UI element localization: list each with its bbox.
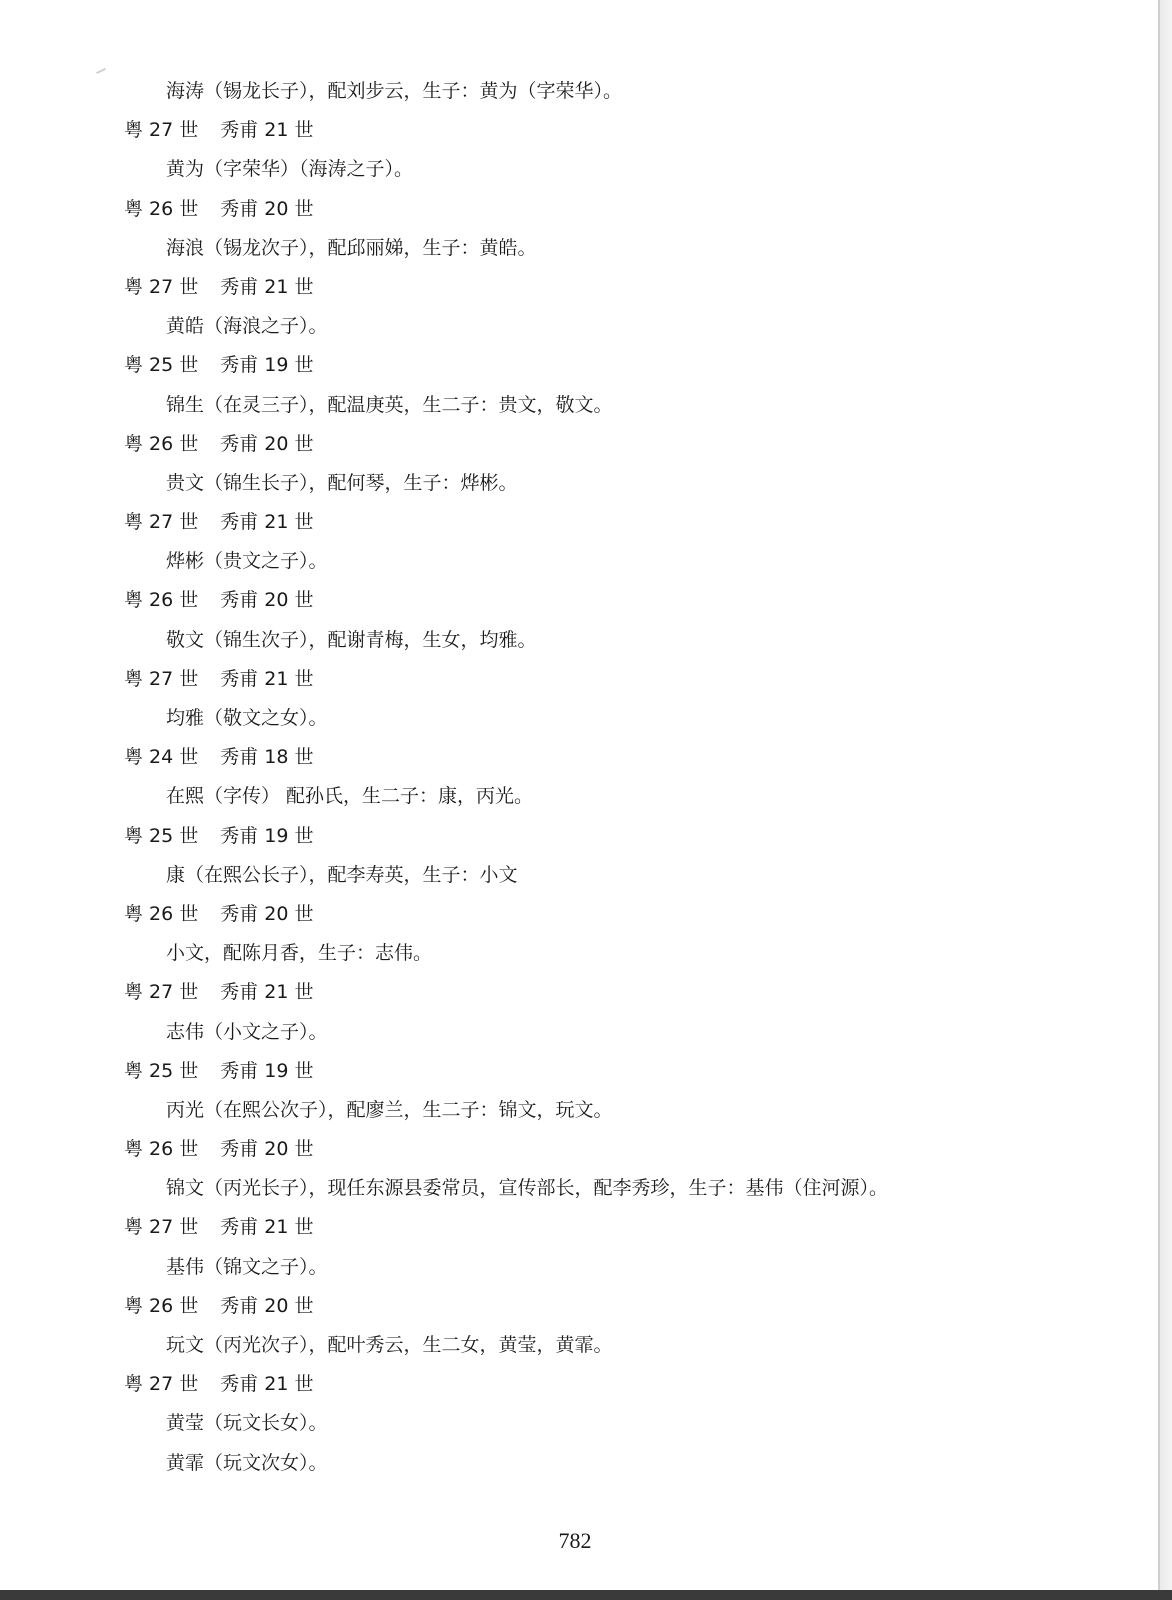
person-entry: 康（在熙公长子），配李寿英，生子：小文 [166, 863, 518, 886]
yue-generation: 粤 24 世 [124, 746, 199, 769]
yue-generation: 粤 26 世 [124, 197, 199, 220]
person-entry: 小文，配陈月香，生子：志伟。 [166, 942, 433, 965]
generation-heading [0, 190, 1150, 229]
scan-bottom-edge [0, 1590, 1172, 1600]
xiufu-generation: 秀甫 20 世 [220, 432, 314, 455]
generation-heading [0, 268, 1150, 307]
yue-generation: 粤 25 世 [124, 354, 199, 377]
yue-generation: 粤 25 世 [124, 824, 199, 847]
xiufu-generation: 秀甫 20 世 [220, 1138, 314, 1161]
generation-heading [0, 1052, 1150, 1091]
person-entry: 玩文（丙光次子），配叶秀云，生二女，黄莹，黄霏。 [166, 1334, 613, 1356]
yue-generation: 粤 26 世 [124, 432, 199, 455]
yue-generation: 粤 27 世 [124, 511, 199, 534]
xiufu-generation: 秀甫 21 世 [220, 667, 314, 690]
yue-generation: 粤 26 世 [124, 902, 199, 925]
xiufu-generation: 秀甫 21 世 [220, 511, 314, 534]
xiufu-generation: 秀甫 21 世 [220, 275, 314, 298]
yue-generation: 粤 27 世 [124, 119, 199, 142]
person-entry: 黄霏（玩文次女）。 [166, 1451, 328, 1474]
generation-heading [0, 1287, 1150, 1326]
yue-generation: 粤 26 世 [124, 1138, 199, 1161]
yue-generation: 粤 27 世 [124, 1373, 199, 1396]
person-entry: 烨彬（贵文之子）。 [166, 550, 328, 573]
xiufu-generation: 秀甫 19 世 [220, 354, 314, 377]
xiufu-generation: 秀甫 21 世 [220, 1216, 314, 1239]
page-number: 782 [558, 1528, 592, 1553]
generation-heading [0, 973, 1150, 1012]
xiufu-generation: 秀甫 20 世 [220, 197, 314, 220]
person-entry: 黄为（字荣华）（海涛之子）。 [166, 158, 414, 181]
generation-heading [0, 346, 1150, 385]
generation-heading [0, 817, 1150, 856]
generation-heading [0, 738, 1150, 777]
person-entry: 贵文（锦生长子），配何琴，生子：烨彬。 [166, 471, 518, 494]
yue-generation: 粤 26 世 [124, 1294, 199, 1317]
yue-generation: 粤 27 世 [124, 667, 199, 690]
xiufu-generation: 秀甫 21 世 [220, 981, 314, 1004]
yue-generation: 粤 27 世 [124, 275, 199, 298]
person-entry: 海涛（锡龙长子），配刘步云，生子：黄为（字荣华）。 [166, 80, 623, 102]
person-entry: 黄莹（玩文长女）。 [166, 1412, 328, 1435]
genealogy-text-block [0, 72, 1150, 1483]
xiufu-generation: 秀甫 20 世 [220, 1294, 314, 1317]
person-entry: 丙光（在熙公次子），配廖兰，生二子：锦文，玩文。 [166, 1098, 613, 1121]
person-entry: 志伟（小文之子）。 [166, 1020, 328, 1043]
xiufu-generation: 秀甫 19 世 [220, 824, 314, 847]
page-right-edge [1158, 0, 1172, 1600]
generation-heading [0, 1130, 1150, 1169]
xiufu-generation: 秀甫 21 世 [220, 1373, 314, 1396]
person-entry: 锦文（丙光长子），现任东源县委常员，宣传部长，配李秀珍，生子：基伟（住河源）。 [166, 1177, 889, 1200]
generation-heading [0, 895, 1150, 934]
generation-heading [0, 660, 1150, 699]
xiufu-generation: 秀甫 20 世 [220, 902, 314, 925]
xiufu-generation: 秀甫 20 世 [220, 589, 314, 612]
xiufu-generation: 秀甫 18 世 [220, 746, 314, 769]
yue-generation: 粤 26 世 [124, 589, 199, 612]
person-entry: 基伟（锦文之子）。 [166, 1255, 328, 1278]
person-entry: 黄皓（海浪之子）。 [166, 315, 328, 338]
yue-generation: 粤 27 世 [124, 1216, 199, 1239]
xiufu-generation: 秀甫 19 世 [220, 1059, 314, 1082]
yue-generation: 粤 27 世 [124, 981, 199, 1004]
person-entry: 海浪（锡龙次子），配邱丽娣，生子：黄皓。 [166, 236, 537, 259]
generation-heading [0, 111, 1150, 150]
generation-heading [0, 425, 1150, 464]
generation-heading [0, 503, 1150, 542]
generation-heading [0, 1208, 1150, 1247]
generation-heading [0, 581, 1150, 620]
person-entry: 在熙（字传） 配孙氏，生二子：康，丙光。 [166, 785, 534, 808]
person-entry: 锦生（在灵三子），配温庚英，生二子：贵文，敬文。 [166, 393, 613, 416]
generation-heading [0, 1365, 1150, 1404]
xiufu-generation: 秀甫 21 世 [220, 119, 314, 142]
person-entry: 均雅（敬文之女）。 [166, 707, 328, 729]
person-entry: 敬文（锦生次子），配谢青梅，生女，均雅。 [166, 628, 537, 651]
yue-generation: 粤 25 世 [124, 1059, 199, 1082]
